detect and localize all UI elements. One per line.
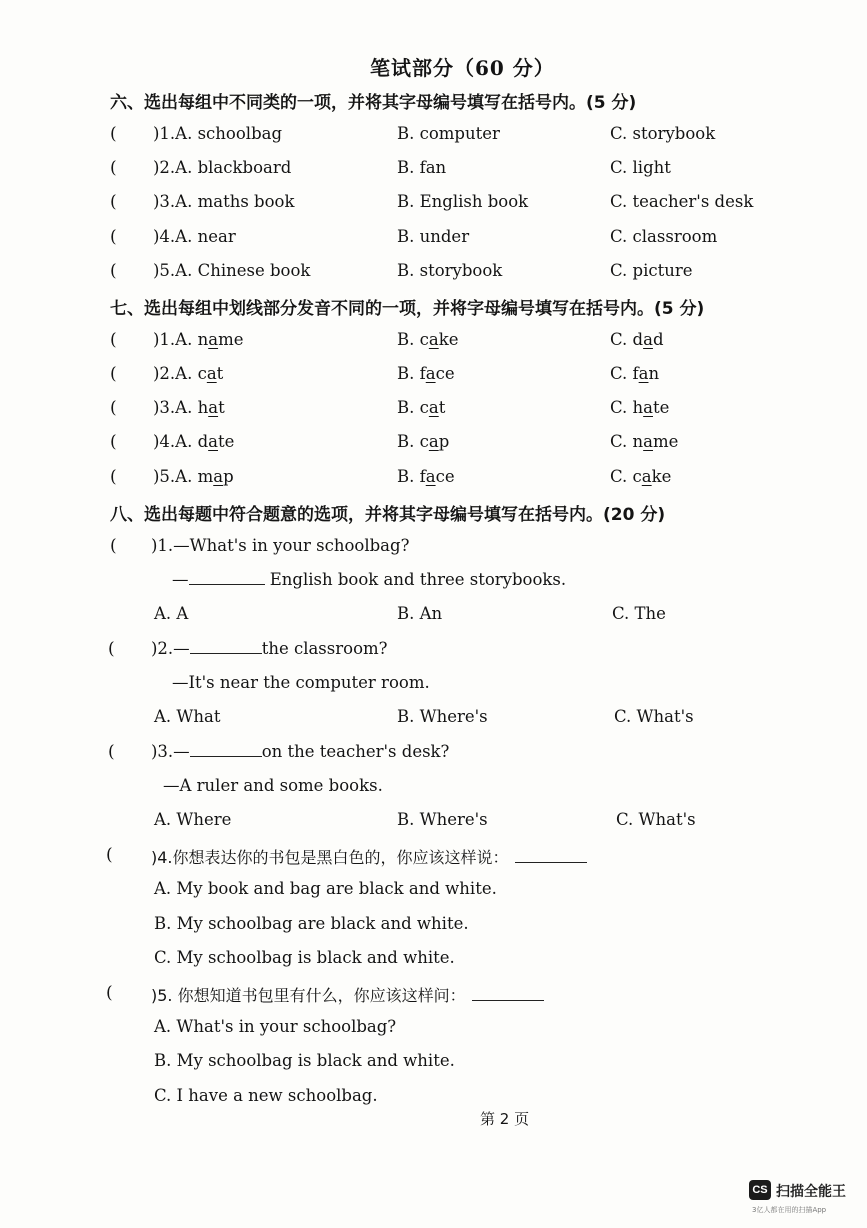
option-a: A. What bbox=[154, 707, 221, 726]
answer-paren[interactable]: ( bbox=[106, 983, 113, 1003]
answer-paren[interactable]: ( bbox=[110, 192, 117, 212]
camscanner-logo-icon: CS bbox=[749, 1180, 771, 1200]
blank-line[interactable] bbox=[472, 986, 544, 1001]
question-1-line: — English book and three storybooks. bbox=[172, 570, 567, 589]
option-b: B. Where's bbox=[397, 810, 488, 829]
option-c: C. dad bbox=[610, 330, 664, 349]
option-a: )4.A. near bbox=[153, 227, 236, 246]
answer-paren[interactable]: ( bbox=[110, 261, 117, 281]
answer-paren[interactable]: ( bbox=[110, 467, 117, 487]
answer-paren[interactable]: ( bbox=[110, 124, 117, 144]
option-b: B. An bbox=[397, 604, 443, 623]
watermark-subtitle: 3亿人都在用的扫描App bbox=[752, 1206, 827, 1214]
option-a: )3.A. maths book bbox=[153, 192, 295, 211]
option-a: A. My book and bag are black and white. bbox=[154, 879, 497, 898]
answer-paren[interactable]: ( bbox=[108, 742, 115, 762]
answer-paren[interactable]: ( bbox=[110, 158, 117, 178]
answer-paren[interactable]: ( bbox=[110, 398, 117, 418]
question-2: )2.— the classroom? bbox=[151, 639, 388, 658]
section-8-heading: 八、选出每题中符合题意的选项，并将其字母编号填写在括号内。(20 分) bbox=[110, 505, 666, 525]
option-b: B. storybook bbox=[397, 261, 503, 280]
option-a: )1.A. name bbox=[153, 330, 244, 349]
section-6-heading: 六、选出每组中不同类的一项，并将其字母编号填写在括号内。(5 分) bbox=[110, 93, 637, 113]
option-b: B. My schoolbag are black and white. bbox=[154, 914, 469, 933]
option-b: B. cap bbox=[397, 432, 450, 451]
option-c: C. fan bbox=[610, 364, 660, 383]
answer-paren[interactable]: ( bbox=[110, 536, 117, 556]
option-c: C. My schoolbag is black and white. bbox=[154, 948, 455, 967]
question-4: )4.你想表达你的书包是黑白色的，你应该这样说： bbox=[151, 845, 587, 868]
option-b: B. computer bbox=[397, 124, 500, 143]
option-c: C. What's bbox=[616, 810, 696, 829]
option-c: C. What's bbox=[614, 707, 694, 726]
option-a: )2.A. blackboard bbox=[153, 158, 292, 177]
option-b: B. Where's bbox=[397, 707, 488, 726]
question-3: )3.— on the teacher's desk? bbox=[151, 742, 450, 761]
option-a: A. Where bbox=[154, 810, 232, 829]
watermark-name: 扫描全能王 bbox=[776, 1184, 846, 1200]
option-a: )5.A. map bbox=[153, 467, 234, 486]
answer-paren[interactable]: ( bbox=[110, 227, 117, 247]
option-a: )5.A. Chinese book bbox=[153, 261, 311, 280]
option-b: B. cake bbox=[397, 330, 459, 349]
option-b: B. My schoolbag is black and white. bbox=[154, 1051, 455, 1070]
page-number: 第 2 页 bbox=[480, 1110, 530, 1128]
option-b: B. face bbox=[397, 467, 455, 486]
question-5: )5. 你想知道书包里有什么，你应该这样问： bbox=[151, 983, 544, 1006]
question-3-answer: —A ruler and some books. bbox=[163, 776, 383, 795]
option-a: )4.A. date bbox=[153, 432, 235, 451]
answer-paren[interactable]: ( bbox=[110, 330, 117, 350]
answer-paren[interactable]: ( bbox=[106, 845, 113, 865]
section-7-heading: 七、选出每组中划线部分发音不同的一项，并将字母编号填写在括号内。(5 分) bbox=[110, 299, 705, 319]
option-c: C. teacher's desk bbox=[610, 192, 754, 211]
blank-line[interactable] bbox=[190, 742, 262, 757]
blank-line[interactable] bbox=[190, 639, 262, 654]
option-a: A. A bbox=[154, 604, 189, 623]
answer-paren[interactable]: ( bbox=[110, 432, 117, 452]
option-c: C. light bbox=[610, 158, 671, 177]
option-b: B. face bbox=[397, 364, 455, 383]
option-c: C. picture bbox=[610, 261, 693, 280]
option-c: C. storybook bbox=[610, 124, 716, 143]
option-c: C. name bbox=[610, 432, 679, 451]
option-b: B. under bbox=[397, 227, 470, 246]
blank-line[interactable] bbox=[515, 848, 587, 863]
option-c: C. I have a new schoolbag. bbox=[154, 1086, 378, 1105]
answer-paren[interactable]: ( bbox=[108, 639, 115, 659]
blank-line[interactable] bbox=[189, 570, 265, 585]
option-c: C. The bbox=[612, 604, 666, 623]
option-c: C. classroom bbox=[610, 227, 718, 246]
page-title: 笔试部分（60 分） bbox=[370, 56, 555, 80]
option-a: )3.A. hat bbox=[153, 398, 225, 417]
question-1: )1.—What's in your schoolbag? bbox=[151, 536, 410, 555]
answer-paren[interactable]: ( bbox=[110, 364, 117, 384]
option-c: C. cake bbox=[610, 467, 672, 486]
option-b: B. fan bbox=[397, 158, 447, 177]
option-a: )1.A. schoolbag bbox=[153, 124, 283, 143]
option-b: B. English book bbox=[397, 192, 529, 211]
option-a: A. What's in your schoolbag? bbox=[154, 1017, 397, 1036]
option-b: B. cat bbox=[397, 398, 446, 417]
option-c: C. hate bbox=[610, 398, 670, 417]
question-2-answer: —It's near the computer room. bbox=[172, 673, 430, 692]
option-a: )2.A. cat bbox=[153, 364, 224, 383]
